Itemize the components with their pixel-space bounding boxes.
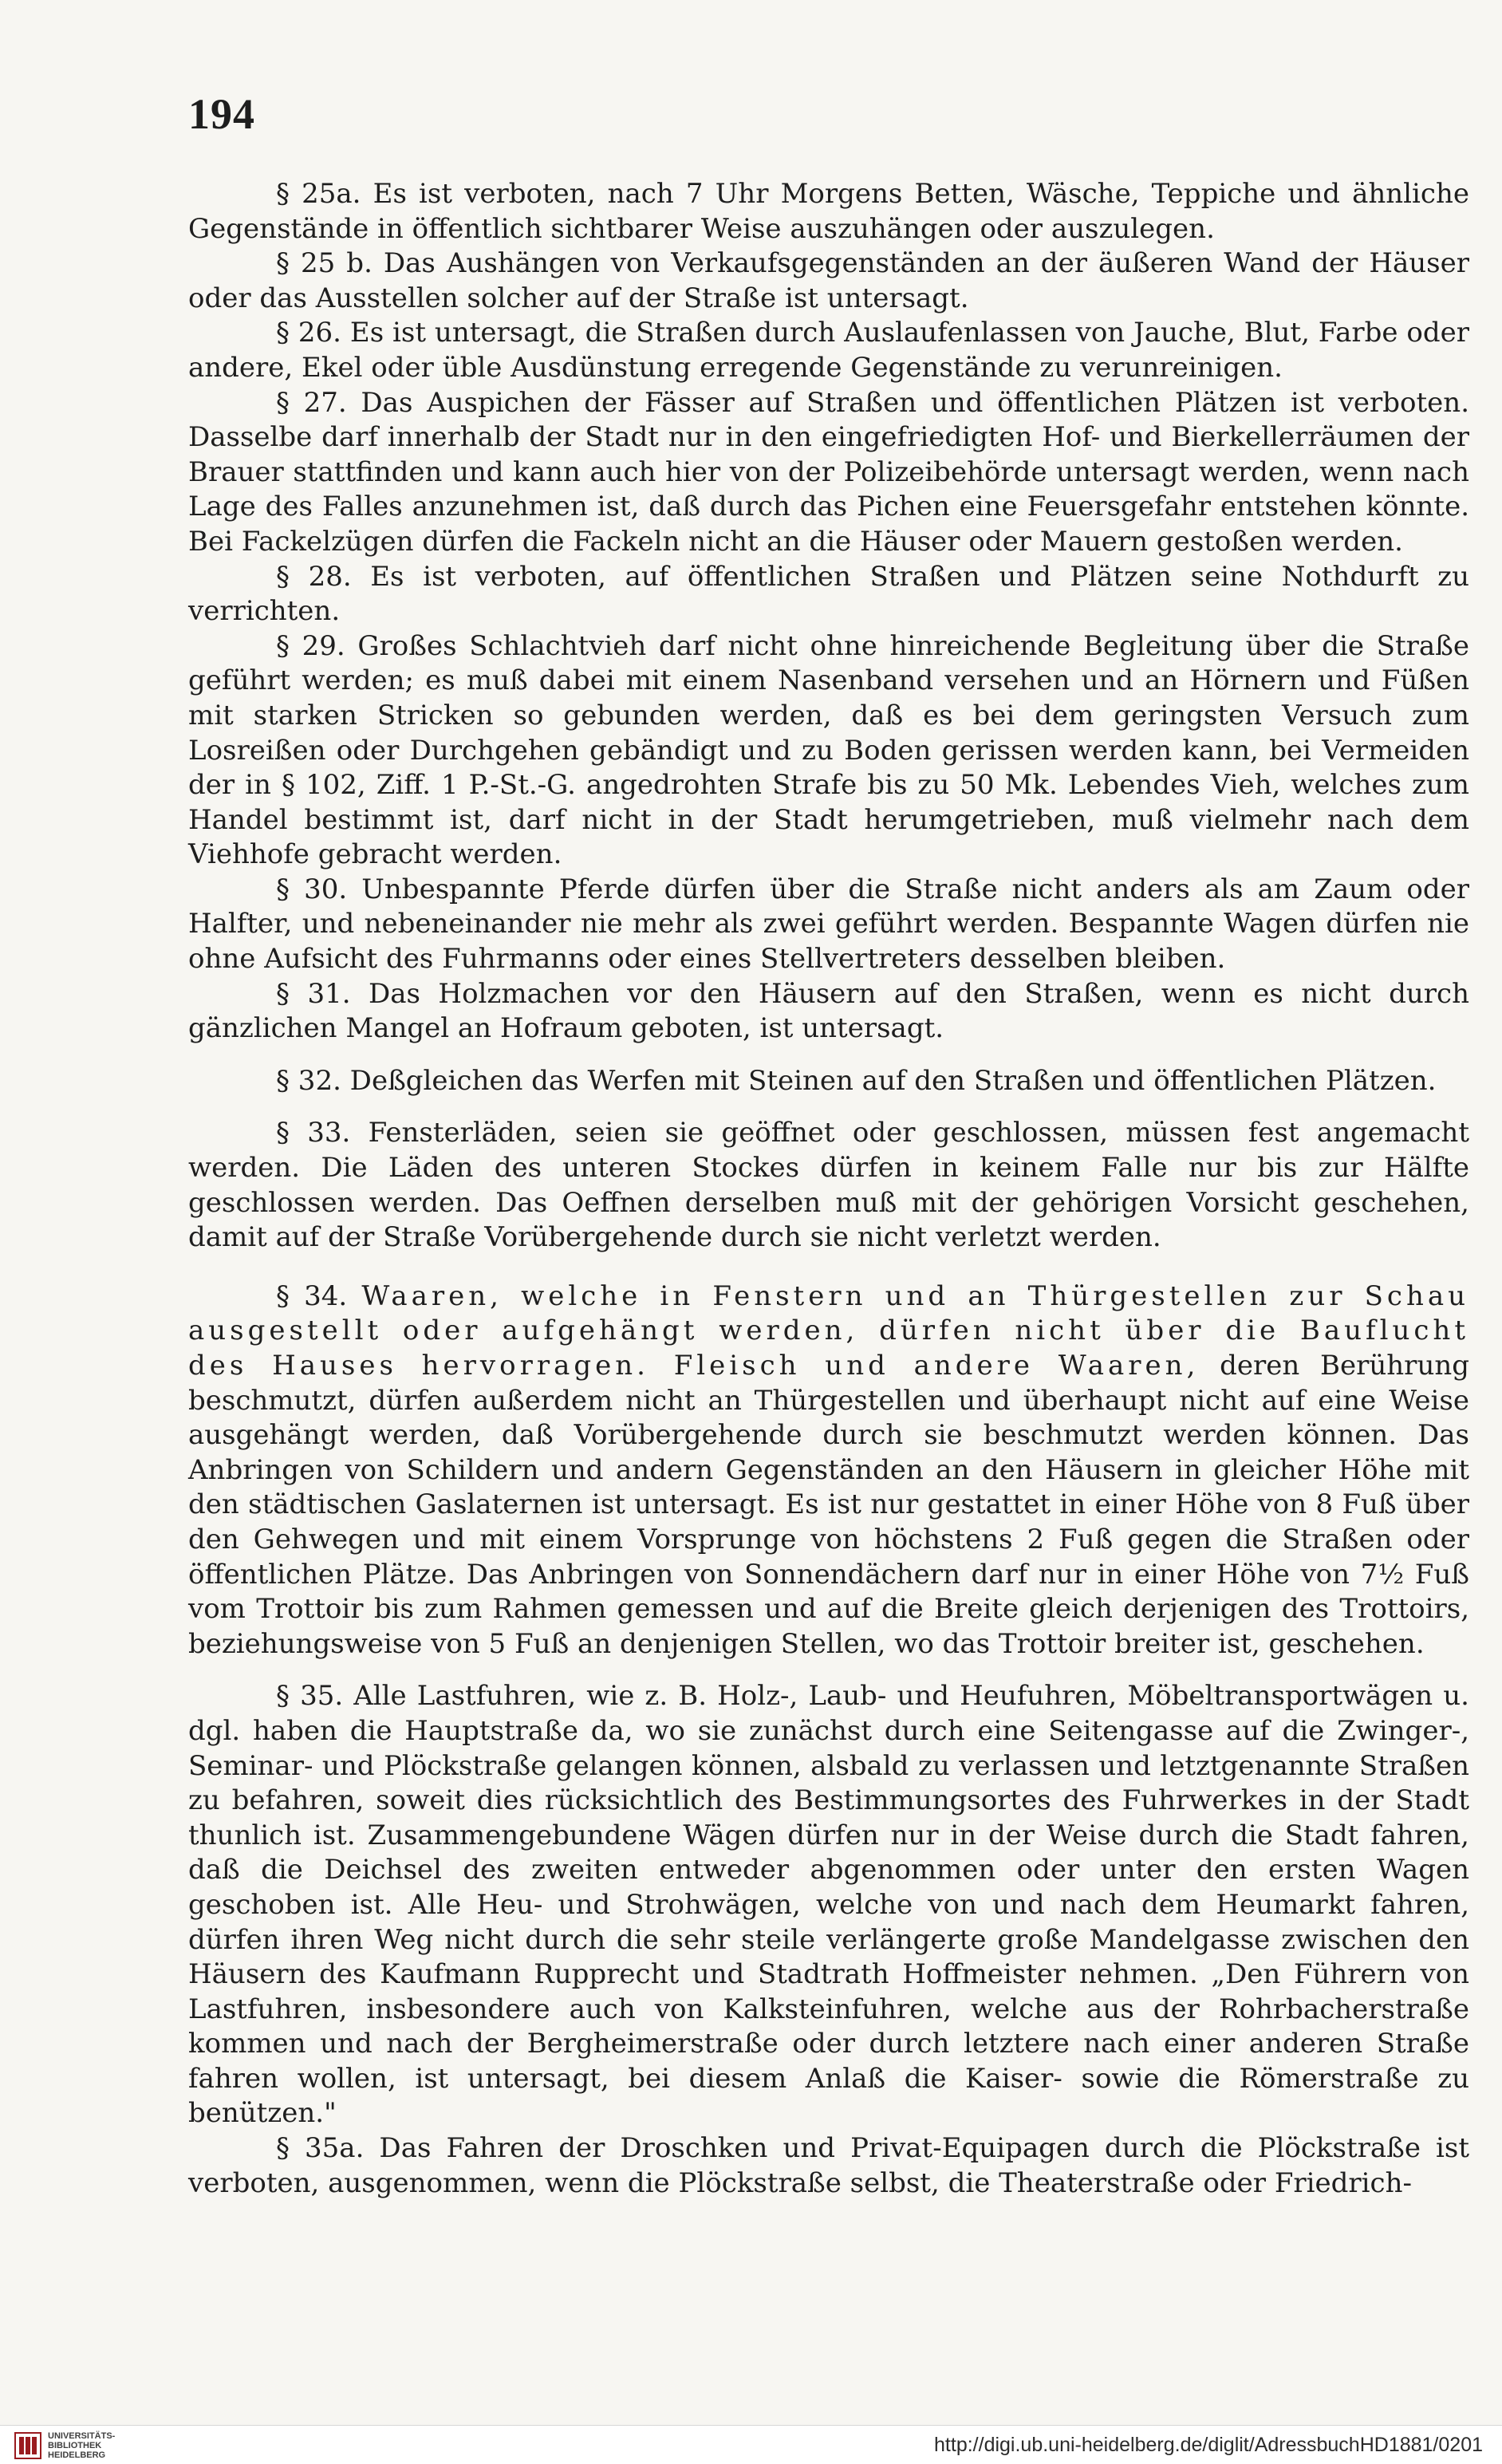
library-logo-text bbox=[48, 2431, 115, 2460]
library-logo bbox=[14, 2430, 115, 2461]
paragraph-29: § 29. Großes Schlachtvieh darf nicht ohne hinreichende Begleitung über die Straße geführt werden; es muß dabei mit einem Nasenband versehen und an Hörnern und Füßen mit starken Stricken so gebunden werden, daß es bei dem geringsten Versuch zum Losreißen oder Durchgehen gebändigt und zu Boden gerissen werden kann, bei Vermeiden der in § 102, Ziff. 1 P.-St.-G. angedrohten Strafe bis zu 50 Mk. Lebendes Vieh, welches zum Handel bestimmt ist, darf nicht in der Stadt herumgetrieben, muß vielmehr nach dem Viehhofe gebracht werden. bbox=[188, 629, 1469, 871]
paragraph-25b: § 25 b. Das Aushängen von Verkaufsgegenständen an der äußeren Wand der Häuser oder das Ausstellen solcher auf der Straße ist untersagt. bbox=[188, 247, 1469, 314]
paragraph-35: § 35. Alle Lastfuhren, wie z. B. Holz-, Laub- und Heufuhren, Möbeltransportwägen u. dgl. haben die Hauptstraße da, wo sie zunächst durch eine Seitengasse auf die Zwinger-, Seminar- und Plöckstraße gelangen können, alsbald zu verlassen und letztgenannte Straßen zu befahren, soweit dies rücksichtlich des Bestimmungsortes des Fuhrwerkes in der Stadt thunlich ist. Zusammengebundene Wägen dürfen nur in der Weise durch die Stadt fahren, daß die Deichsel des zweiten entweder abgenommen oder unter den ersten Wagen geschoben ist. Alle Heu- und Strohwägen, welche von und nach dem Heumarkt fahren, dürfen ihren Weg nicht durch die sehr steile verlängerte große Mandelgasse zwischen den Häusern des Kaufmann Rupprecht und Stadtrath Hoffmeister nehmen. „Den Führern von Lastfuhren, insbesondere auch von Kalksteinfuhren, welche aus der Rohrbacherstraße kommen und nach der Bergheimerstraße oder durch letztere nach einer anderen Straße fahren wollen, ist untersagt, bei diesem Anlaß die Kaiser- sowie die Römerstraße zu benützen." bbox=[188, 1680, 1469, 2130]
page-number: 194 bbox=[188, 90, 255, 138]
paragraph-33: § 33. Fensterläden, seien sie geöffnet oder geschlossen, müssen fest angemacht werden. Die Läden des unteren Stockes dürfen in keinem Falle nur bis zur Hälfte geschlossen werden. Das Oeffnen derselben muß mit der gehörigen Vorsicht geschehen, damit auf der Straße Vorübergehende durch sie nicht verletzt werden. bbox=[188, 1117, 1469, 1254]
logo-line-2: BIBLIOTHEK bbox=[48, 2441, 102, 2450]
paragraph-34-text: deren Berührung beschmutzt, dürfen außerdem nicht an Thürgestellen und überhaupt nicht auf eine Weise ausgehängt werden, daß Vorübergehende durch sie beschmutzt werden können. Das Anbringen von Schildern und andern Gegenständen an den Häusern in gleicher Höhe mit den städtischen Gaslaternen ist untersagt. Es ist nur gestattet in einer Höhe von 8 Fuß über den Gehwegen und mit einem Vorsprunge von höchstens 2 Fuß gegen die Straßen oder öffentlichen Plätze. Das Anbringen von Sonnendächern darf nur in einer Höhe von 7½ Fuß vom Trottoir bis zum Rahmen gemessen und auf die Breite gleich derjenigen des Trottoirs, beziehungsweise von 5 Fuß an denjenigen Stellen, wo das Trottoir breiter ist, geschehen. bbox=[188, 1350, 1469, 1660]
paragraph-34 bbox=[188, 1279, 1469, 1662]
paragraph-35a: § 35a. Das Fahren der Droschken und Privat-Equipagen durch die Plöckstraße ist verboten, ausgenommen, wenn die Plöckstraße selbst, die Theaterstraße oder Friedrich- bbox=[188, 2132, 1469, 2199]
library-logo-icon bbox=[14, 2432, 41, 2459]
paragraph-34-prefix: § 34. bbox=[276, 1279, 362, 1312]
source-url-link[interactable]: http://digi.ub.uni-heidelberg.de/diglit/AdressbuchHD1881/0201 bbox=[934, 2434, 1483, 2456]
paragraph-30: § 30. Unbespannte Pferde dürfen über die Straße nicht anders als am Zaum oder Halfter, und nebeneinander nie mehr als zwei geführt werden. Bespannte Wagen dürfen nie ohne Aufsicht des Fuhrmanns oder eines Stellvertreters desselben bleiben. bbox=[188, 873, 1469, 976]
paragraph-25a: § 25a. Es ist verboten, nach 7 Uhr Morgens Betten, Wäsche, Teppiche und ähnliche Gegenstände in öffentlich sichtbarer Weise auszuhängen oder auszulegen. bbox=[188, 178, 1469, 245]
paragraph-32: § 32. Deßgleichen das Werfen mit Steinen auf den Straßen und öffentlichen Plätzen. bbox=[276, 1064, 1437, 1097]
paragraph-27: § 27. Das Auspichen der Fässer auf Straßen und öffentlichen Plätzen ist verboten. Dasselbe darf innerhalb der Stadt nur in den eingefriedigten Hof- und Bierkellerräumen der Brauer stattfinden und kann auch hier von der Polizeibehörde untersagt werden, wenn nach Lage des Falles anzunehmen ist, daß durch das Pichen eine Feuersgefahr entstehen könnte. Bei Fackelzügen dürfen die Fackeln nicht an die Häuser oder Mauern gestoßen werden. bbox=[188, 386, 1469, 558]
logo-line-1: UNIVERSITÄTS- bbox=[48, 2431, 116, 2441]
paragraph-28: § 28. Es ist verboten, auf öffentlichen Straßen und Plätzen seine Nothdurft zu verrichten. bbox=[188, 560, 1469, 628]
text-body bbox=[188, 177, 1469, 2201]
paragraph-26: § 26. Es ist untersagt, die Straßen durch Auslaufenlassen von Jauche, Blut, Farbe oder andere, Ekel oder üble Ausdünstung erregende Gegenstände zu verunreinigen. bbox=[188, 317, 1469, 384]
paragraph-31: § 31. Das Holzmachen vor den Häusern auf den Straßen, wenn es nicht durch gänzlichen Mangel an Hofraum geboten, ist untersagt. bbox=[188, 977, 1469, 1045]
paragraph-34-spaced-text: Waaren, welche in Fenstern und an Thürgestellen zur Schau ausgestellt oder aufgehängt werden, dürfen nicht über die Bauflucht des Hauses hervorragen. Fleisch und andere Waaren, bbox=[188, 1279, 1470, 1382]
footer-bar bbox=[0, 2425, 1502, 2464]
logo-line-3: HEIDELBERG bbox=[48, 2450, 106, 2460]
